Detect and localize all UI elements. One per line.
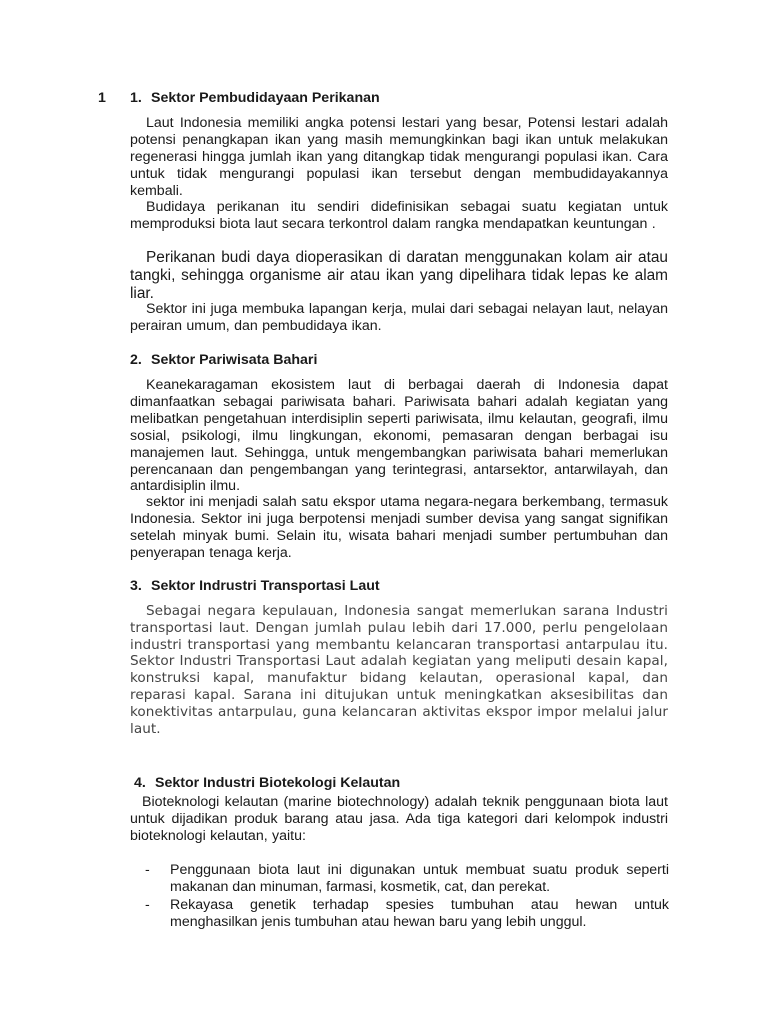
list-item — [145, 862, 669, 896]
section-number: 4. — [134, 775, 146, 791]
section-4-heading — [134, 775, 400, 792]
section-2-paragraph-1: Keanekaragaman ekosistem laut di berbagai daerah di Indonesia dapat dimanfaatkan sebagai pariwisata bahari. Pariwisata bahari adalah kegiatan yang melibatkan pengetahuan interdisiplin seperti pariwisata, ilmu kelautan, geografi, ilmu sosial, psikologi, ilmu lingkungan, ekonomi, pemasaran dengan berbagai isu manajemen laut. Sehingga, untuk mengembangkan pariwisata bahari memerlukan perencanaan dan pengembangan yang terintegrasi, antarsektor, antarwilayah, dan antardisiplin ilmu. — [130, 377, 668, 495]
section-3-paragraph-1: Sebagai negara kepulauan, Indonesia sangat memerlukan sarana Industri transportasi laut. Dengan jumlah pulau lebih dari 17.000, perlu pengelolaan industri transportasi yang membantu kelancaran transportasi antarpulau itu. Sektor Industri Transportasi Laut adalah kegiatan yang meliputi desain kapal, konstruksi kapal, manufaktur bidang kelautan, operasional kapal, dan reparasi kapal. Sarana ini ditujukan untuk meningkatkan aksesibilitas dan konektivitas antarpulau, guna kelancaran aktivitas ekspor impor melalui jalur laut. — [130, 603, 668, 737]
section-number: 1. — [130, 90, 142, 106]
section-title: Sektor Pariwisata Bahari — [151, 352, 318, 368]
bullet-marker: - — [145, 897, 150, 913]
section-1-paragraph-3: Perikanan budi daya dioperasikan di daratan menggunakan kolam air atau tangki, sehingga organisme air atau ikan yang dipelihara tidak lepas ke alam liar. — [130, 249, 668, 303]
section-title: Sektor Industri Biotekologi Kelautan — [155, 775, 401, 791]
section-number: 3. — [130, 578, 142, 594]
section-2-heading — [130, 352, 317, 369]
section-title: Sektor Pembudidayaan Perikanan — [151, 90, 380, 106]
section-1-paragraph-4: Sektor ini juga membuka lapangan kerja, mulai dari sebagai nelayan laut, nelayan perairan umum, dan pembudidaya ikan. — [130, 301, 668, 334]
section-2-paragraph-2: sektor ini menjadi salah satu ekspor utama negara-negara berkembang, termasuk Indonesia. Sektor ini juga berpotensi menjadi sumber devisa yang sangat signifikan setelah minyak bumi. Selain itu, wisata bahari menjadi sumber pertumbuhan dan penyerapan tenaga kerja. — [130, 494, 668, 561]
bullet-text: Rekayasa genetik terhadap spesies tumbuhan atau hewan untuk menghasilkan jenis tumbuhan atau hewan baru yang lebih unggul. — [170, 897, 669, 930]
page-number: 1 — [98, 90, 106, 106]
section-1-heading — [130, 90, 380, 107]
section-1-paragraph-1: Laut Indonesia memiliki angka potensi lestari yang besar, Potensi lestari adalah potensi penangkapan ikan yang masih memungkinkan bagi ikan untuk melakukan regenerasi hingga jumlah ikan yang ditangkap tidak mengurangi populasi ikan. Cara untuk tidak mengurangi populasi ikan tersebut dengan membudidayakannya kembali. — [130, 115, 668, 199]
section-4-paragraph-1: Bioteknologi kelautan (marine biotechnology) adalah teknik penggunaan biota laut untuk dijadikan produk barang atau jasa. Ada tiga kategori dari kelompok industri bioteknologi kelautan, yaitu: — [130, 794, 668, 844]
bullet-marker: - — [145, 862, 150, 878]
section-1-paragraph-2: Budidaya perikanan itu sendiri didefinisikan sebagai suatu kegiatan untuk memproduksi biota laut secara terkontrol dalam rangka mendapatkan keuntungan . — [130, 199, 668, 232]
section-title: Sektor Indrustri Transportasi Laut — [151, 578, 380, 594]
bullet-text: Penggunaan biota laut ini digunakan untuk membuat suatu produk seperti makanan dan minuman, farmasi, kosmetik, cat, dan perekat. — [170, 862, 669, 895]
section-number: 2. — [130, 352, 142, 368]
section-3-heading — [130, 578, 380, 595]
list-item — [145, 897, 669, 931]
